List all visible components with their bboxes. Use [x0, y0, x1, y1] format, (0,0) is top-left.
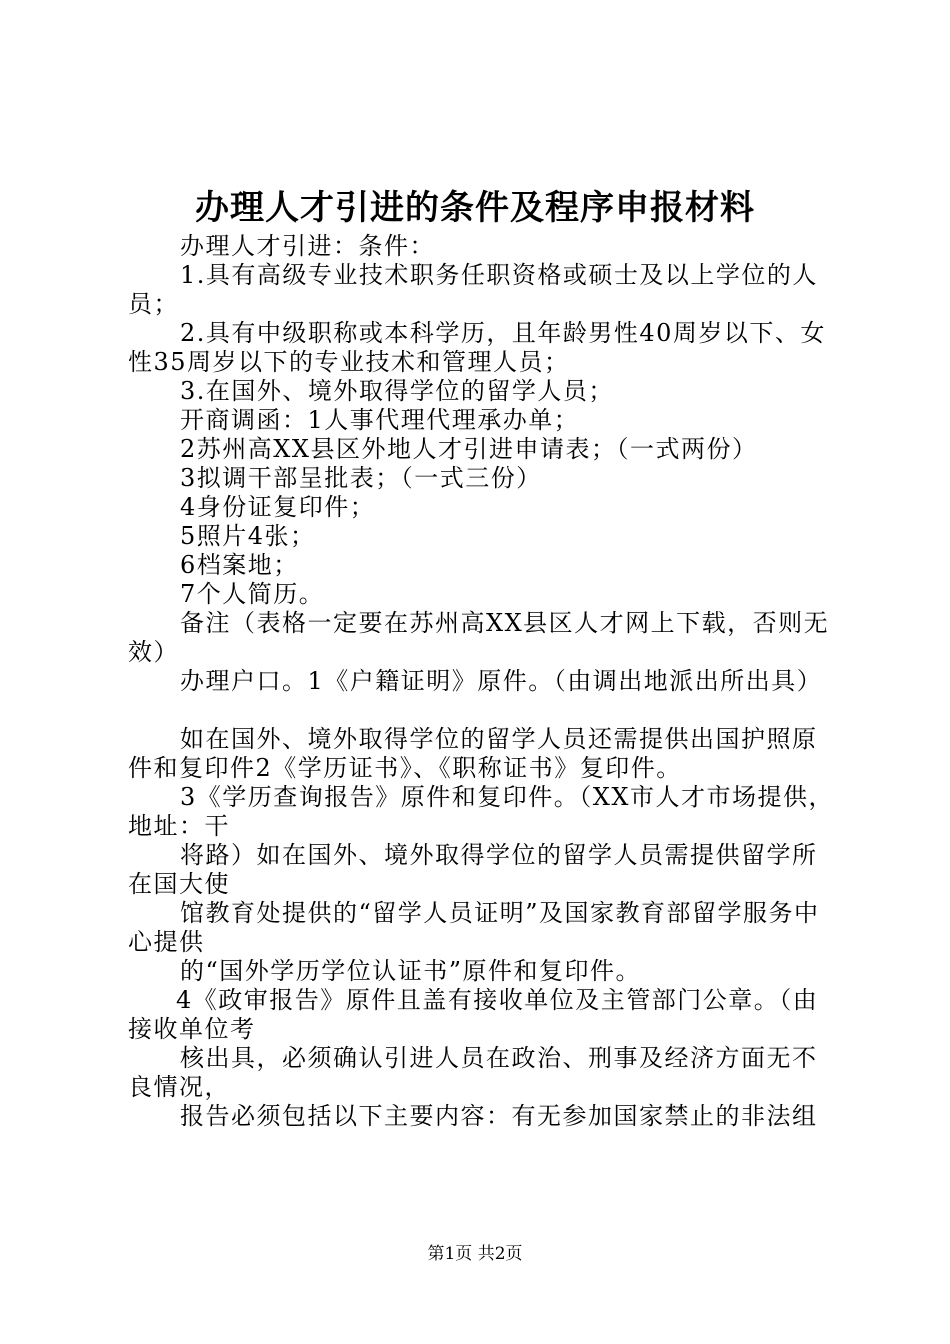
paragraph: 6档案地；: [180, 551, 299, 579]
paragraph: 开商调函：1人事代理代理承办单；: [180, 406, 580, 434]
page-footer: 第1页 共2页: [427, 1244, 523, 1264]
paragraph: 1.具有高级专业技术职务任职资格或硕士及以上学位的人员；: [128, 261, 818, 318]
paragraph: 7个人简历。: [180, 580, 325, 608]
paragraph: 3《学历查询报告》原件和复印件。（XX市人才市场提供，地址：干: [128, 783, 834, 840]
paragraph: 4身份证复印件；: [180, 493, 376, 521]
paragraph: 将路）如在国外、境外取得学位的留学人员需提供留学所在国大使: [128, 841, 818, 898]
paragraph: 如在国外、境外取得学位的留学人员还需提供出国护照原件和复印件2《学历证书》、《职称证书》复印件。: [128, 725, 818, 782]
paragraph: 3.在国外、境外取得学位的留学人员；: [180, 377, 614, 405]
paragraph: 报告必须包括以下主要内容：有无参加国家禁止的非法组: [180, 1102, 818, 1130]
blank-line: [128, 696, 838, 725]
paragraph: 4《政审报告》原件且盖有接收单位及主管部门公章。（由接收单位考: [128, 986, 819, 1043]
paragraph: 3拟调干部呈批表；（一式三份）: [180, 464, 542, 492]
document-title: 办理人才引进的条件及程序申报材料: [195, 188, 755, 228]
paragraph: 核出具，必须确认引进人员在政治、刑事及经济方面无不良情况，: [128, 1044, 818, 1101]
paragraph: 2苏州高XX县区外地人才引进申请表；（一式两份）: [180, 435, 758, 463]
paragraph: 的“国外学历学位认证书”原件和复印件。: [180, 957, 642, 985]
paragraph: 5照片4张；: [180, 522, 316, 550]
paragraph: 备注（表格一定要在苏州高XX县区人才网上下载，否则无效）: [128, 609, 830, 666]
paragraph: 办理人才引进：条件：: [180, 232, 435, 260]
paragraph: 馆教育处提供的“留学人员证明”及国家教育部留学服务中心提供: [128, 899, 820, 956]
paragraph: 2.具有中级职称或本科学历，且年龄男性40周岁以下、女性35周岁以下的专业技术和管理人员；: [128, 319, 826, 376]
paragraph: 办理户口。1《户籍证明》原件。（由调出地派出所出具）: [180, 667, 823, 695]
document-body: [128, 232, 838, 1131]
